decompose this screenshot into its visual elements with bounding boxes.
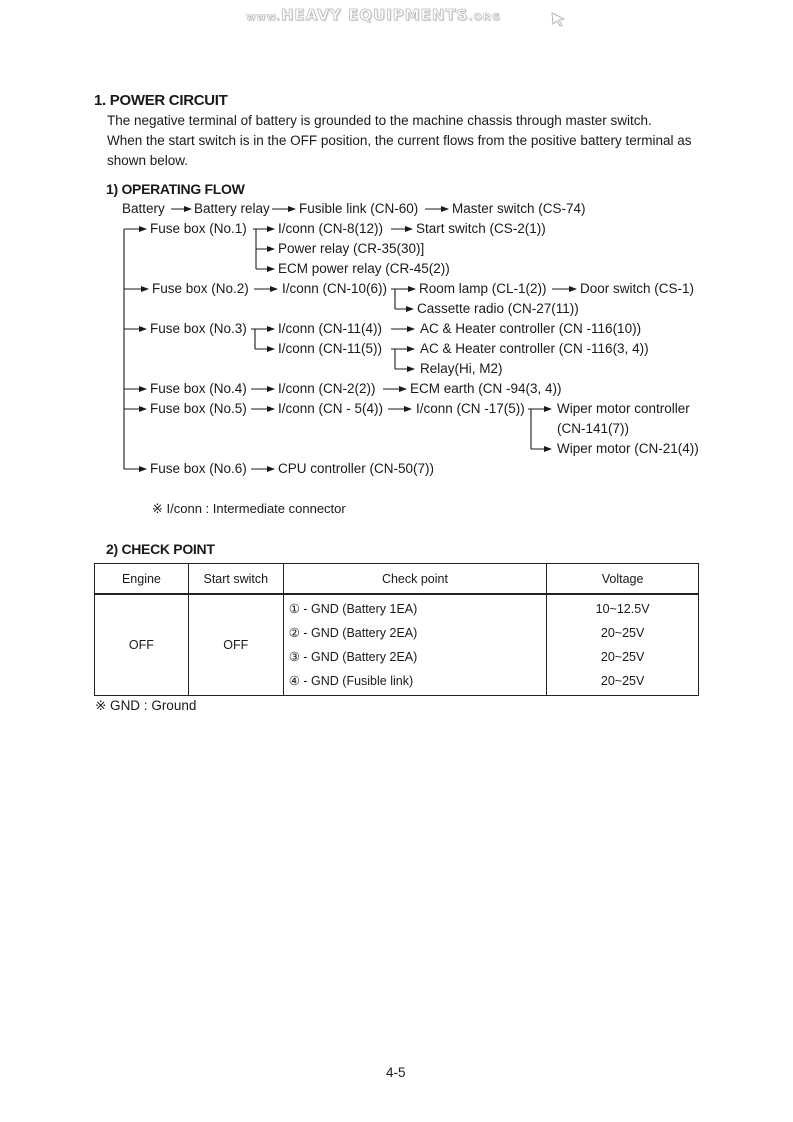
flow-master-switch: Master switch (CS-74) bbox=[452, 201, 586, 216]
header-voltage: Voltage bbox=[547, 564, 699, 594]
flow-fusebox-4: Fuse box (No.4) bbox=[150, 381, 247, 396]
flow-iconn-cn11-5: I/conn (CN-11(5)) bbox=[278, 341, 383, 356]
gnd-note: ※ GND : Ground bbox=[95, 698, 197, 713]
flow-cpu-controller: CPU controller (CN-50(7)) bbox=[278, 461, 435, 476]
watermark-suffix: .ORG bbox=[468, 12, 501, 23]
flow-cassette-radio: Cassette radio (CN-27(11)) bbox=[417, 301, 579, 316]
check-point-title: 2) CHECK POINT bbox=[106, 541, 215, 557]
flow-iconn-cn8: I/conn (CN-8(12)) bbox=[278, 221, 384, 236]
flow-wiper-controller-conn: (CN-141(7)) bbox=[557, 421, 630, 436]
flow-ecm-power-relay: ECM power relay (CR-45(2)) bbox=[278, 261, 450, 276]
check-point-list bbox=[283, 595, 546, 696]
flow-door-switch: Door switch (CS-1) bbox=[580, 281, 695, 296]
flow-start-switch: Start switch (CS-2(1)) bbox=[416, 221, 546, 236]
flow-battery: Battery bbox=[122, 201, 165, 216]
check-point-item: ② - GND (Battery 2EA) bbox=[288, 626, 418, 640]
flow-ecm-earth: ECM earth (CN -94(3, 4)) bbox=[410, 381, 562, 396]
check-point-item: ① - GND (Battery 1EA) bbox=[288, 602, 418, 616]
flow-wiper-controller: Wiper motor controller bbox=[557, 401, 690, 416]
check-point-item: ③ - GND (Battery 2EA) bbox=[288, 650, 418, 664]
flow-battery-relay: Battery relay bbox=[194, 201, 270, 216]
table-row bbox=[95, 595, 699, 696]
voltage-value: 20~25V bbox=[600, 626, 645, 640]
flow-iconn-cn11-4: I/conn (CN-11(4)) bbox=[278, 321, 383, 336]
flow-iconn-cn2: I/conn (CN-2(2)) bbox=[278, 381, 376, 396]
intro-paragraph-1: The negative terminal of battery is grounded to the machine chassis through master switch. bbox=[107, 113, 652, 128]
check-point-table bbox=[94, 563, 699, 696]
operating-flow-title: 1) OPERATING FLOW bbox=[106, 181, 245, 197]
voltage-value: 20~25V bbox=[600, 650, 645, 664]
watermark-prefix: www. bbox=[246, 12, 281, 23]
page-number: 4-5 bbox=[386, 1065, 406, 1080]
voltage-value: 20~25V bbox=[600, 674, 645, 688]
flow-fusebox-1: Fuse box (No.1) bbox=[150, 221, 247, 236]
flow-wiper-motor: Wiper motor (CN-21(4)) bbox=[557, 441, 699, 456]
engine-state: OFF bbox=[95, 595, 189, 696]
header-start-switch: Start switch bbox=[188, 564, 283, 594]
flow-fusebox-6: Fuse box (No.6) bbox=[150, 461, 247, 476]
flow-ac-heater-34: AC & Heater controller (CN -116(3, 4)) bbox=[420, 341, 649, 356]
flow-iconn-cn5: I/conn (CN - 5(4)) bbox=[278, 401, 384, 416]
flow-fusible-link: Fusible link (CN-60) bbox=[299, 201, 419, 216]
header-check-point: Check point bbox=[283, 564, 546, 594]
flow-power-relay: Power relay (CR-35(30)] bbox=[278, 241, 425, 256]
flow-iconn-cn17: I/conn (CN -17(5)) bbox=[416, 401, 525, 416]
flow-fusebox-5: Fuse box (No.5) bbox=[150, 401, 247, 416]
flow-relay-hi-m2: Relay(Hi, M2) bbox=[420, 361, 503, 376]
check-point-item: ④ - GND (Fusible link) bbox=[288, 674, 414, 688]
flow-iconn-cn10: I/conn (CN-10(6)) bbox=[282, 281, 388, 296]
voltage-list bbox=[547, 595, 699, 696]
flow-ac-heater-10: AC & Heater controller (CN -116(10)) bbox=[420, 321, 642, 336]
flow-fusebox-3: Fuse box (No.3) bbox=[150, 321, 247, 336]
watermark-main: HEAVY EQUIPMENTS bbox=[280, 6, 469, 24]
flow-room-lamp: Room lamp (CL-1(2)) bbox=[419, 281, 547, 296]
flow-fusebox-2: Fuse box (No.2) bbox=[152, 281, 249, 296]
start-switch-state: OFF bbox=[188, 595, 283, 696]
header-engine: Engine bbox=[95, 564, 189, 594]
intro-paragraph-2a: When the start switch is in the OFF position, the current flows from the positive battery terminal as bbox=[107, 133, 692, 148]
voltage-value: 10~12.5V bbox=[595, 602, 650, 616]
table-header-row bbox=[95, 564, 699, 594]
iconn-note: ※ I/conn : Intermediate connector bbox=[152, 501, 346, 516]
section-title: 1. POWER CIRCUIT bbox=[94, 92, 228, 109]
intro-paragraph-2b: shown below. bbox=[107, 153, 189, 168]
